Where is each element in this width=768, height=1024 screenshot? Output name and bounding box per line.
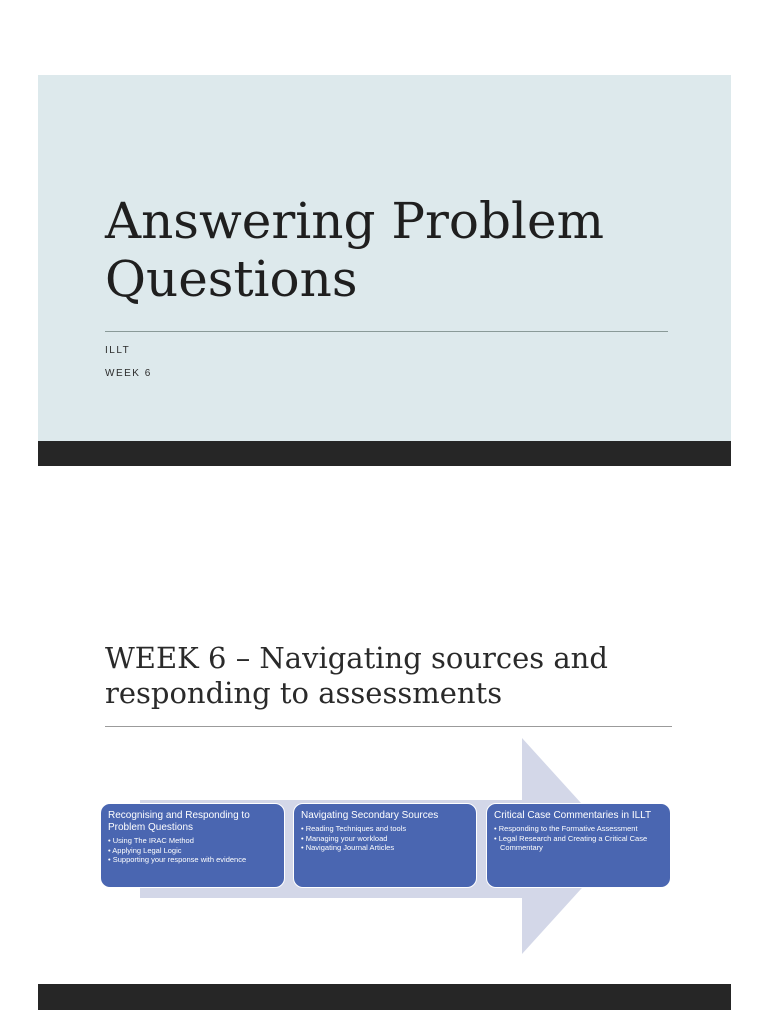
process-box-3 <box>486 803 671 888</box>
slide-footer-bar <box>38 984 731 1010</box>
process-box-1 <box>100 803 285 888</box>
box-bullet: • Legal Research and Creating a Critical Case Commentary <box>494 834 663 853</box>
box-bullet: • Reading Techniques and tools <box>301 824 469 834</box>
box-heading: Critical Case Commentaries in ILLT <box>494 810 652 821</box>
week-title-divider <box>105 726 672 727</box>
process-box-2 <box>293 803 477 888</box>
box-bullet: • Responding to the Formative Assessment <box>494 824 663 834</box>
box-heading: Recognising and Responding to Problem Questions <box>108 810 250 833</box>
slide-title: Answering Problem Questions <box>105 192 604 308</box>
box-bullet-list <box>301 824 469 853</box>
box-heading: Navigating Secondary Sources <box>301 810 439 821</box>
slide-footer-bar <box>38 441 731 466</box>
box-bullet: • Using The IRAC Method <box>108 836 277 846</box>
week-title: WEEK 6 – Navigating sources and responding to assessments <box>105 641 608 710</box>
box-bullet: • Managing your workload <box>301 834 469 844</box>
box-bullet: • Navigating Journal Articles <box>301 843 469 853</box>
box-bullet: • Supporting your response with evidence <box>108 855 277 865</box>
box-bullet: • Applying Legal Logic <box>108 846 277 856</box>
course-code: ILLT <box>105 345 131 356</box>
box-bullet-list <box>494 824 663 853</box>
box-bullet-list <box>108 836 277 865</box>
title-divider <box>105 331 668 332</box>
week-label: WEEK 6 <box>105 368 152 379</box>
